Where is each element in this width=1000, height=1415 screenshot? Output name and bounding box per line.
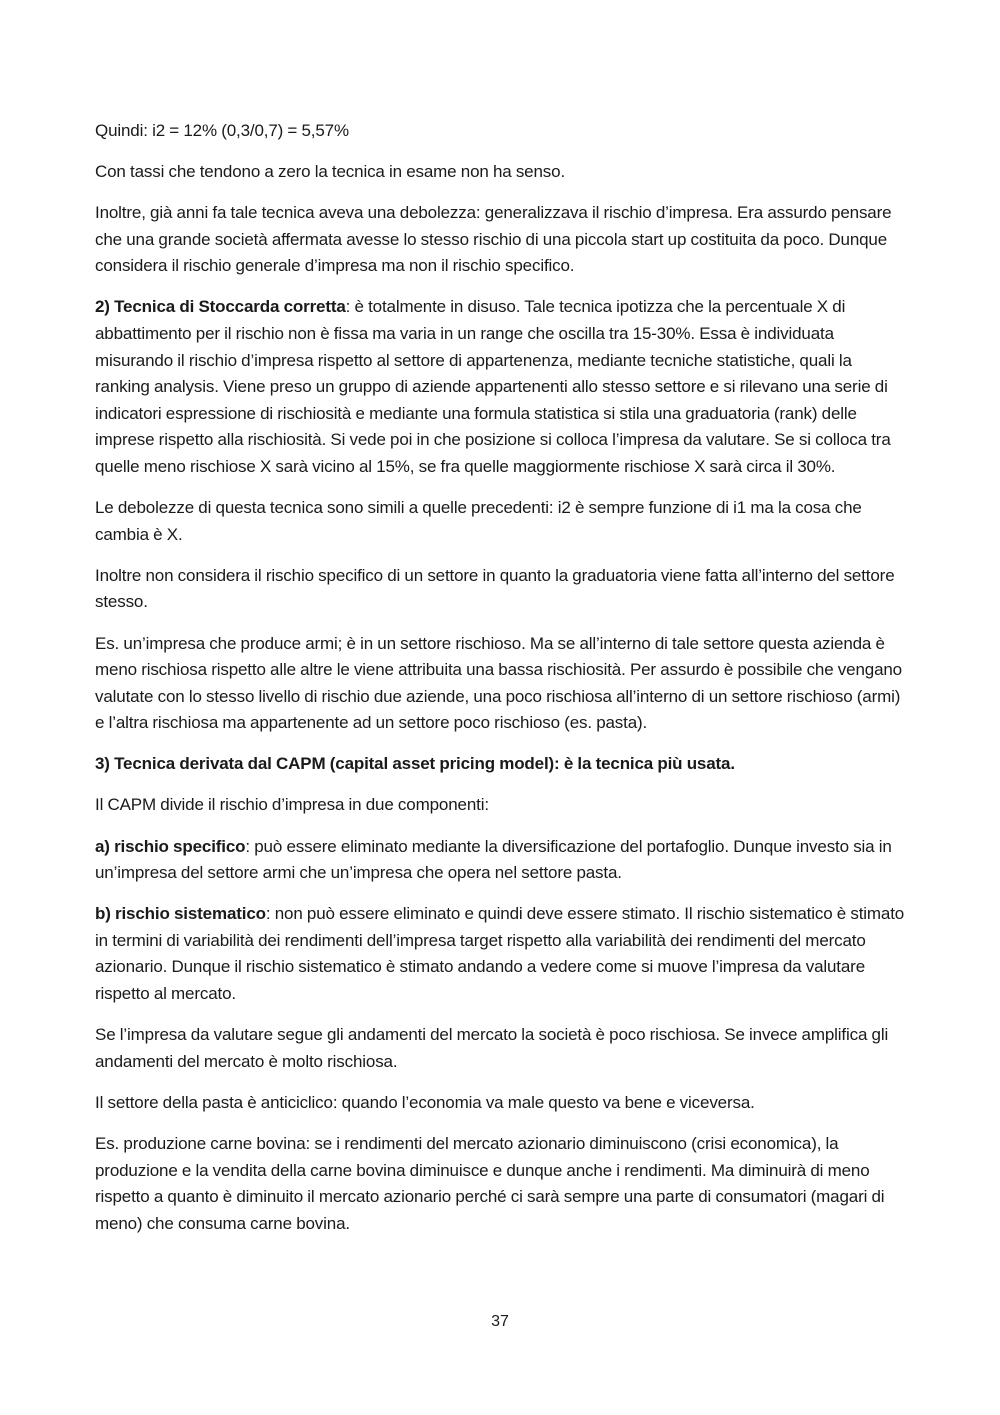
paragraph-text: Se l’impresa da valutare segue gli andamenti del mercato la società è poco rischiosa. Se invece amplifica gli andamenti del mercato è molto rischiosa.: [95, 1025, 889, 1071]
section-heading-capm: 3) Tecnica derivata dal CAPM (capital asset pricing model): è la tecnica più usata.: [95, 754, 735, 774]
paragraph-rischio-sistematico: [95, 901, 907, 1007]
paragraph-text: Le debolezze di questa tecnica sono simili a quelle precedenti: i2 è sempre funzione di i1 ma la cosa che cambia è X.: [95, 498, 862, 544]
paragraph-capm-componenti: [95, 792, 907, 819]
paragraph-text: Con tassi che tendono a zero la tecnica in esame non ha senso.: [95, 162, 566, 182]
section-heading-stoccarda: 2) Tecnica di Stoccarda corretta: [95, 297, 346, 317]
paragraph-text: Es. un’impresa che produce armi; è in un settore rischioso. Ma se all’interno di tale settore questa azienda è meno rischiosa rispetto alle altre le viene attribuita una bassa rischiosità. Per assurdo è possibile che vengano valutate con lo stesso livello di rischio due aziende, una poco rischiosa all’interno di un settore rischioso (armi) e l’altra rischiosa ma appartenente ad un settore poco rischioso (es. pasta).: [95, 633, 902, 733]
paragraph-quindi-formula: [95, 118, 907, 145]
paragraph-capm-heading: [95, 751, 907, 778]
paragraph-debolezze-tecnica: [95, 495, 907, 548]
paragraph-text: : è totalmente in disuso. Tale tecnica ipotizza che la percentuale X di abbattimento per il rischio non è fissa ma varia in un range che oscilla tra 15-30%. Essa è individuata misurando il rischio d’impresa rispetto al settore di appartenenza, mediante tecniche statistiche, quali la ranking analysis. Viene preso un gruppo di aziende appartenenti allo stesso settore e si rilevano una serie di indicatori espressione di rischiosità e mediante una formula statistica si stila una graduatoria (rank) delle imprese rispetto alla rischiosità. Si vede poi in che posizione si colloca l’impresa da valutare. Se si colloca tra quelle meno rischiose X sarà vicino al 15%, se fra quelle maggiormente rischiose X sarà circa il 30%.: [95, 297, 891, 477]
paragraph-text: : non può essere eliminato e quindi deve essere stimato. Il rischio sistematico è stimato in termini di variabilità dei rendimenti dell’impresa target rispetto alla variabilità dei rendimenti del mercato azionario. Dunque il rischio sistematico è stimato andando a vedere come si muove l’impresa da valutare rispetto al mercato.: [95, 904, 905, 1004]
paragraph-text: Il CAPM divide il rischio d’impresa in due componenti:: [95, 795, 489, 815]
page-number: 37: [491, 1313, 509, 1330]
paragraph-carne-bovina: [95, 1131, 907, 1237]
term-rischio-specifico: a) rischio specifico: [95, 836, 246, 856]
paragraph-settore-pasta: [95, 1090, 907, 1117]
paragraph-esempio-armi: [95, 631, 907, 737]
paragraph-andamenti-mercato: [95, 1022, 907, 1075]
paragraph-stoccarda: [95, 294, 907, 480]
paragraph-text: : può essere eliminato mediante la diversificazione del portafoglio. Dunque investo sia in un’impresa del settore armi che un’impresa che opera nel settore pasta.: [95, 836, 892, 883]
paragraph-rischio-settore: [95, 563, 907, 616]
paragraph-debolezza: [95, 200, 907, 280]
paragraph-text: Il settore della pasta è anticiclico: quando l’economia va male questo va bene e viceversa.: [95, 1092, 755, 1112]
paragraph-text: Es. produzione carne bovina: se i rendimenti del mercato azionario diminuiscono (crisi economica), la produzione e la vendita della carne bovina diminuisce e dunque anche i rendimenti. Ma diminuirà di meno rispetto a quanto è diminuito il mercato azionario perché ci sarà sempre una parte di consumatori (magari di meno) che consuma carne bovina.: [95, 1133, 885, 1233]
paragraph-text: Inoltre, già anni fa tale tecnica aveva una debolezza: generalizzava il rischio d’impresa. Era assurdo pensare che una grande società affermata avesse lo stesso rischio di una piccola start up costituita da poco. Dunque considera il rischio generale d’impresa ma non il rischio specifico.: [95, 203, 892, 276]
paragraph-rischio-specifico: [95, 834, 907, 887]
paragraph-text: Inoltre non considera il rischio specifico di un settore in quanto la graduatoria viene fatta all’interno del settore stesso.: [95, 565, 895, 612]
paragraph-tassi-zero: [95, 159, 907, 186]
page-body: [95, 118, 907, 1252]
term-rischio-sistematico: b) rischio sistematico: [95, 904, 266, 924]
paragraph-text: Quindi: i2 = 12% (0,3/0,7) = 5,57%: [95, 121, 349, 140]
